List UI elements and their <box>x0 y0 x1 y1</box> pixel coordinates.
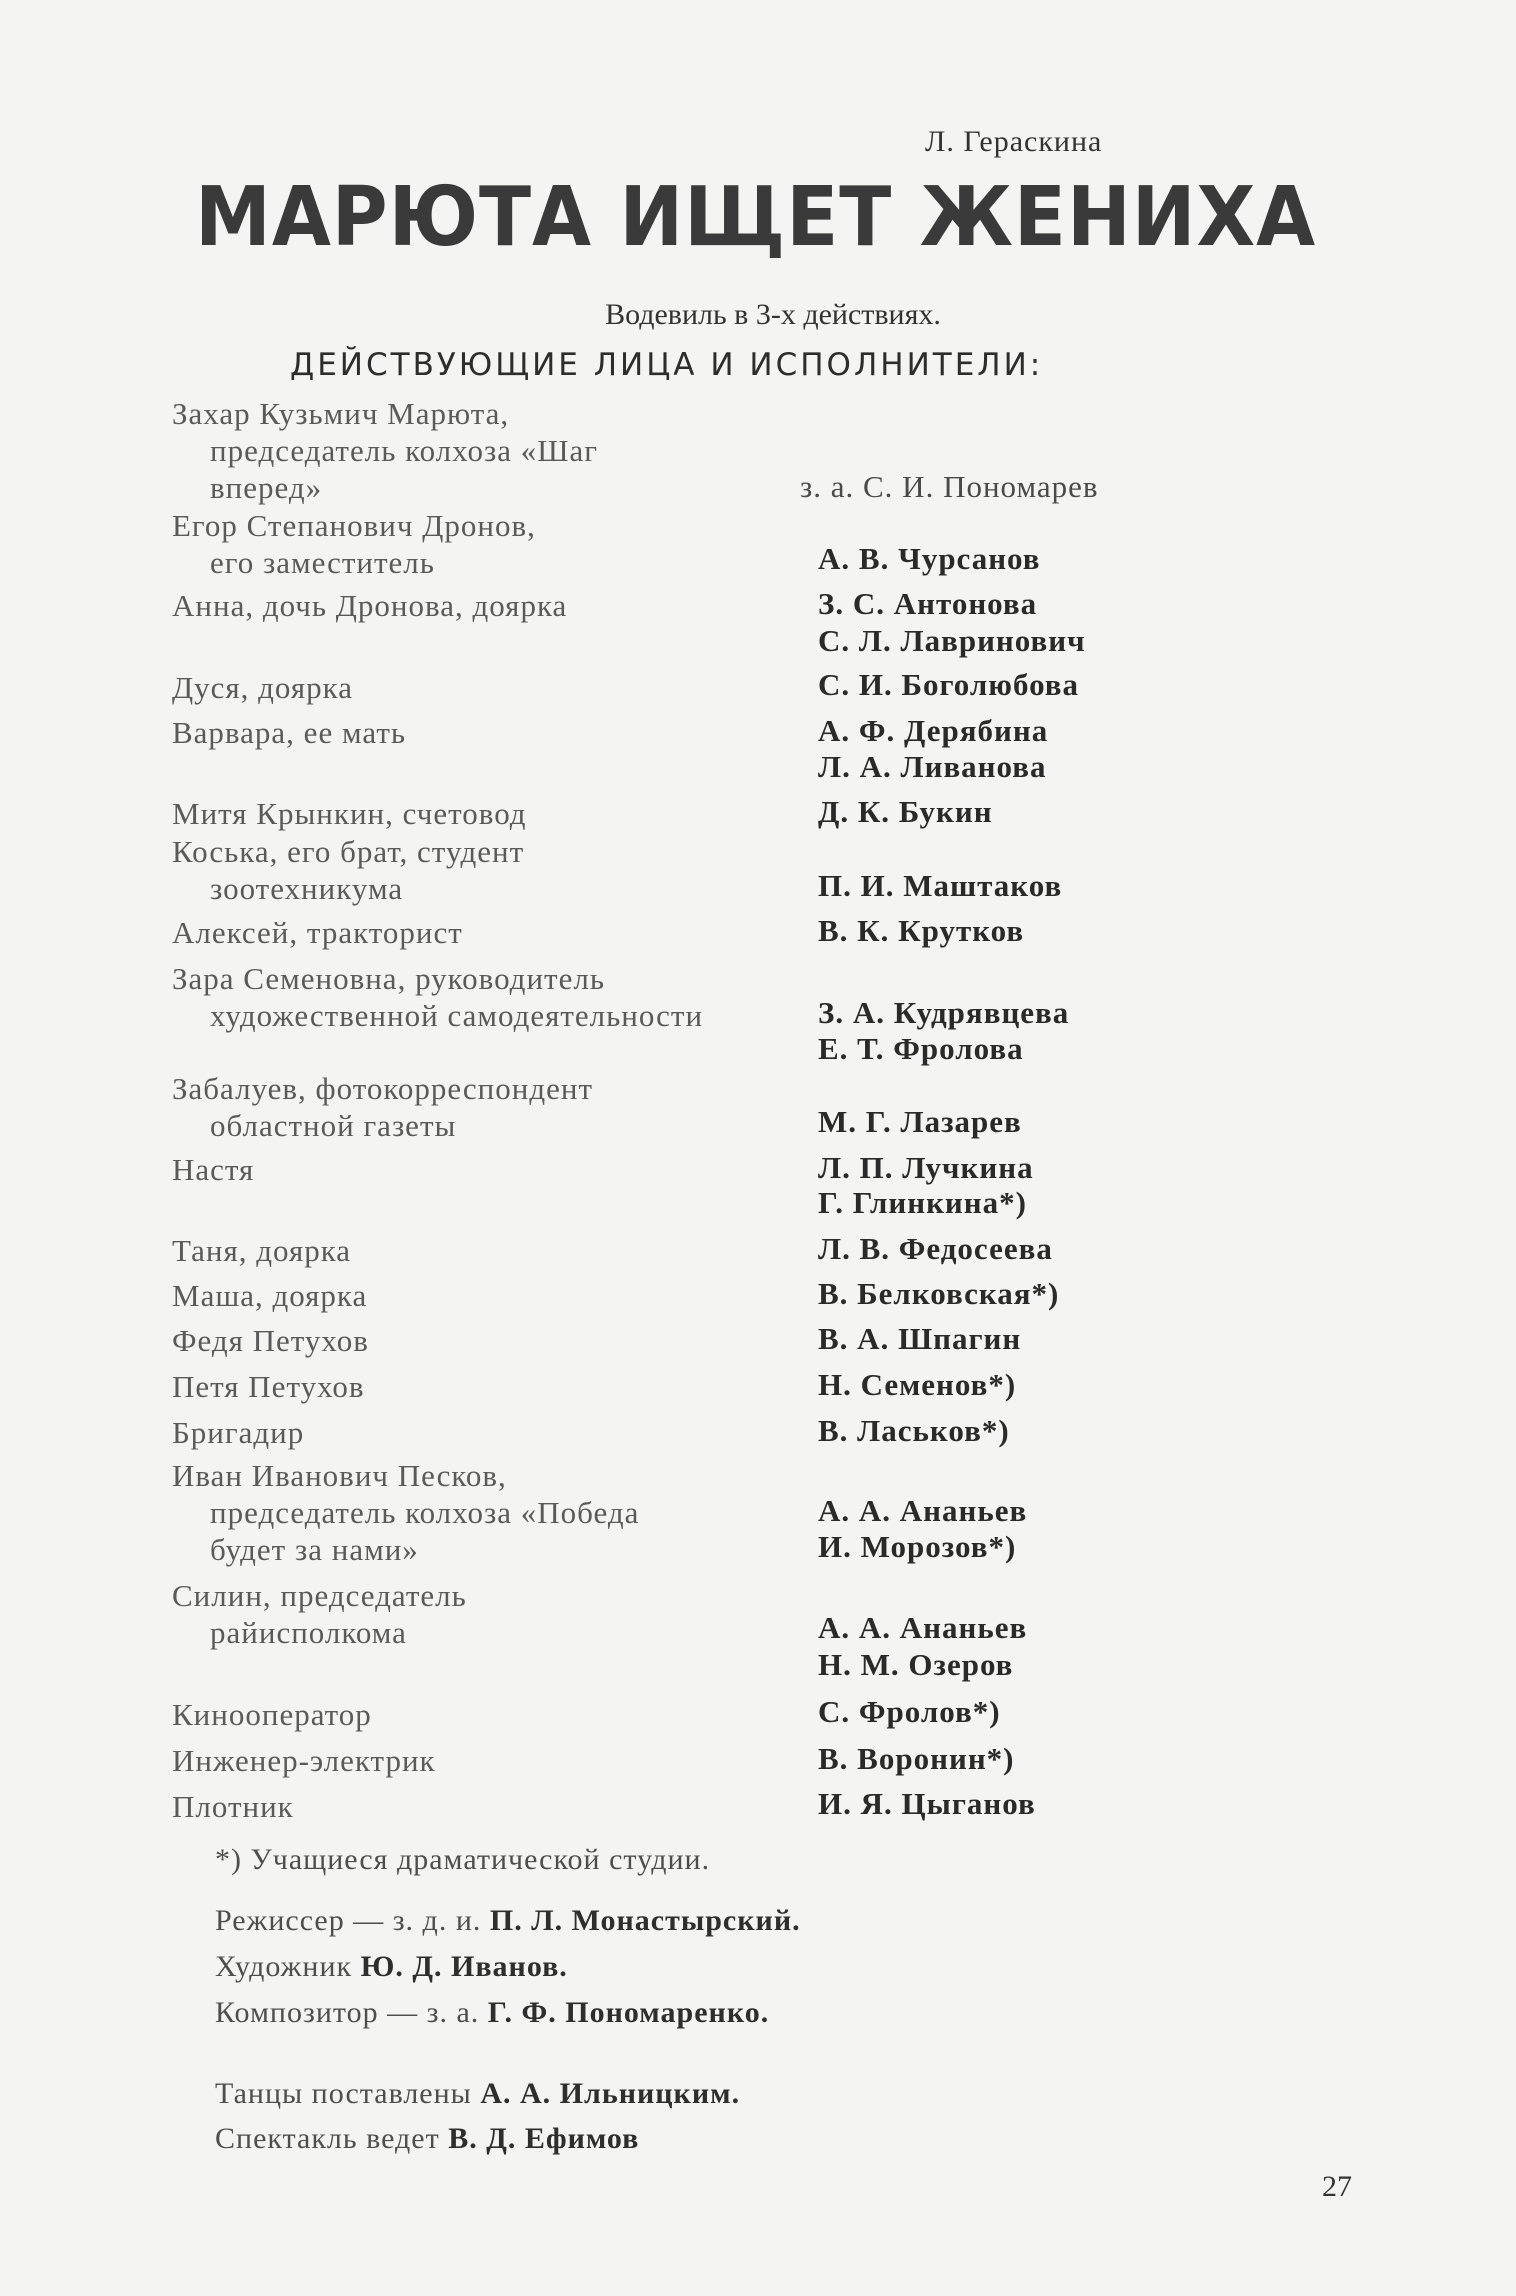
actor-name: З. С. Антонова <box>818 586 1038 621</box>
role-name: Федя Петухов <box>172 1323 369 1358</box>
actor-name: З. А. Кудрявцева <box>818 995 1070 1030</box>
author: Л. Гераскина <box>925 125 1103 158</box>
play-title: МАРЮТА ИЩЕТ ЖЕНИХА <box>195 170 1317 265</box>
actor-name: В. А. Шпагин <box>818 1321 1022 1356</box>
play-subtitle: Водевиль в 3-х действиях. <box>605 298 941 331</box>
credit-dances: Танцы поставлены А. А. Ильницким. <box>215 2077 741 2110</box>
cast-heading: ДЕЙСТВУЮЩИЕ ЛИЦА И ИСПОЛНИТЕЛИ: <box>290 347 1044 383</box>
role-name: Дуся, доярка <box>172 670 353 705</box>
role-name: Захар Кузьмич Марюта, председатель колхоза «Шаг вперед» <box>172 396 598 505</box>
actor-name: А. Ф. Дерябина <box>818 713 1049 748</box>
role-name: Маша, доярка <box>172 1278 368 1313</box>
actor-name: Н. М. Озеров <box>818 1647 1014 1682</box>
actor-name: С. Фролов*) <box>818 1694 1001 1729</box>
actor-name: Н. Семенов*) <box>818 1367 1017 1402</box>
credit-director: Режиссер — з. д. и. П. Л. Монастырский. <box>215 1904 801 1937</box>
role-name: Настя <box>172 1152 255 1187</box>
actor-name: В. Ласьков*) <box>818 1413 1010 1448</box>
actor-name: Л. А. Ливанова <box>818 749 1047 784</box>
role-name: Алексей, тракторист <box>172 915 463 950</box>
role-name: Анна, дочь Дронова, доярка <box>172 588 568 623</box>
role-name: Таня, доярка <box>172 1233 352 1268</box>
actor-name: И. Морозов*) <box>818 1529 1017 1564</box>
role-name: Иван Иванович Песков, председатель колхоза «Победа будет за нами» <box>172 1458 640 1567</box>
actor-name: М. Г. Лазарев <box>818 1104 1022 1139</box>
actor-name: С. Л. Лавринович <box>818 623 1086 658</box>
role-name: Силин, председатель райисполкома <box>172 1578 467 1650</box>
actor-name: С. И. Боголюбова <box>818 667 1080 702</box>
actor-name: Л. В. Федосеева <box>818 1231 1053 1266</box>
role-name: Инженер-электрик <box>172 1743 436 1778</box>
page-number: 27 <box>1322 2170 1352 2203</box>
role-name: Петя Петухов <box>172 1369 365 1404</box>
role-name: Митя Крынкин, счетовод <box>172 796 527 831</box>
role-name: Забалуев, фотокорреспондент областной газеты <box>172 1071 593 1143</box>
actor-name: А. В. Чурсанов <box>818 541 1041 576</box>
role-name: Кинооператор <box>172 1697 372 1732</box>
role-name: Плотник <box>172 1789 294 1824</box>
actor-name: И. Я. Цыганов <box>818 1786 1036 1821</box>
actor-name: з. а. С. И. Пономарев <box>800 469 1099 504</box>
actor-name: Е. Т. Фролова <box>818 1031 1024 1066</box>
actor-name: П. И. Маштаков <box>818 868 1063 903</box>
role-name: Егор Степанович Дронов, его заместитель <box>172 508 536 580</box>
role-name: Варвара, ее мать <box>172 715 406 750</box>
role-name: Зара Семеновна, руководитель художественной самодеятельности <box>172 961 704 1033</box>
actor-name: Л. П. Лучкина <box>818 1150 1034 1185</box>
footnote: *) Учащиеся драматической студии. <box>215 1843 711 1876</box>
role-name: Коська, его брат, студент зоотехникума <box>172 834 525 906</box>
actor-name: Г. Глинкина*) <box>818 1185 1027 1220</box>
actor-name: В. Белковская*) <box>818 1276 1060 1311</box>
actor-name: В. К. Крутков <box>818 913 1025 948</box>
actor-name: Д. К. Букин <box>818 794 993 829</box>
actor-name: А. А. Ананьев <box>818 1610 1028 1645</box>
role-name: Бригадир <box>172 1415 305 1450</box>
credit-composer: Композитор — з. а. Г. Ф. Пономаренко. <box>215 1996 770 2029</box>
actor-name: В. Воронин*) <box>818 1741 1015 1776</box>
credit-stage-manager: Спектакль ведет В. Д. Ефимов <box>215 2122 640 2155</box>
actor-name: А. А. Ананьев <box>818 1493 1028 1528</box>
credit-artist: Художник Ю. Д. Иванов. <box>215 1950 568 1983</box>
